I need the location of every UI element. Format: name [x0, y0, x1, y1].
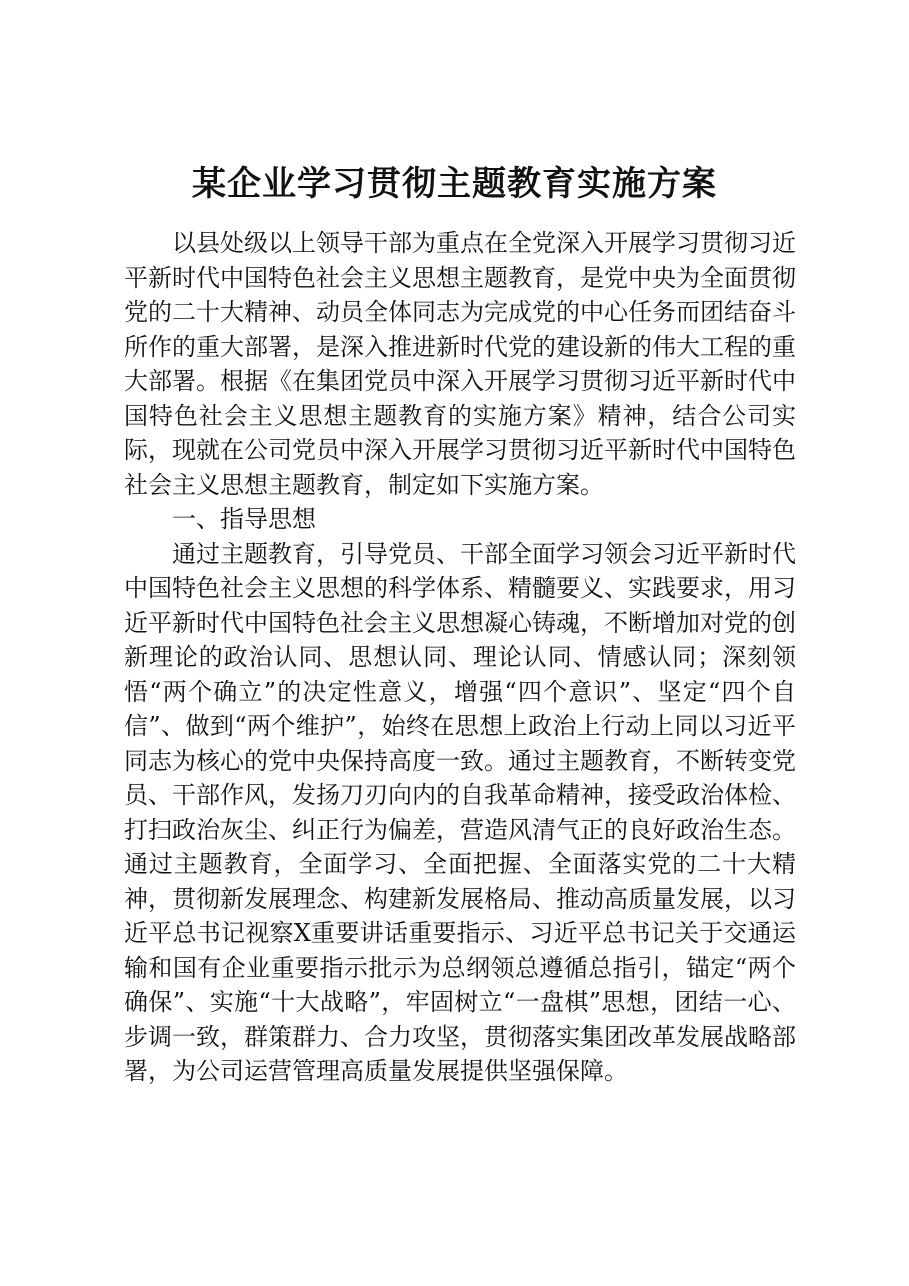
section-heading-guiding-ideology: 一、指导思想 — [172, 505, 316, 533]
document-title: 某企业学习贯彻主题教育实施方案 — [192, 164, 717, 204]
document-body — [124, 226, 796, 1089]
guiding-ideology-paragraph: 通过主题教育，引导党员、干部全面学习领会习近平新时代中国特色社会主义思想的科学体系、精髓要义、实践要求，用习近平新时代中国特色社会主义思想凝心铸魂，不断增加对党的创新理论的政治认同、思想认同、理论认同、情感认同；深刻领悟“两个确立”的决定性意义，增强“四个意识”、坚定“四个自信”、做到“两个维护”，始终在思想上政治上行动上同以习近平同志为核心的党中央保持高度一致。通过主题教育，不断转变党员、干部作风，发扬刀刃向内的自我革命精神，接受政治体检、打扫政治灰尘、纠正行为偏差，营造风清气正的良好政治生态。通过主题教育，全面学习、全面把握、全面落实党的二十大精神，贯彻新发展理念、构建新发展格局、推动高质量发展，以习近平总书记视察X重要讲话重要指示、习近平总书记关于交通运输和国有企业重要指示批示为总纲领总遵循总指引，锚定“两个确保”、实施“十大战略”，牢固树立“一盘棋”思想，团结一心、步调一致，群策群力、合力攻坚，贯彻落实集团改革发展战略部署，为公司运营管理高质量发展提供坚强保障。 — [124, 539, 796, 1085]
intro-paragraph: 以县处级以上领导干部为重点在全党深入开展学习贯彻习近平新时代中国特色社会主义思想主题教育，是党中央为全面贯彻党的二十大精神、动员全体同志为完成党的中心任务而团结奋斗所作的重大部署，是深入推进新时代党的建设新的伟大工程的重大部署。根据《在集团党员中深入开展学习贯彻习近平新时代中国特色社会主义思想主题教育的实施方案》精神，结合公司实际，现就在公司党员中深入开展学习贯彻习近平新时代中国特色社会主义思想主题教育，制定如下实施方案。 — [124, 229, 796, 499]
